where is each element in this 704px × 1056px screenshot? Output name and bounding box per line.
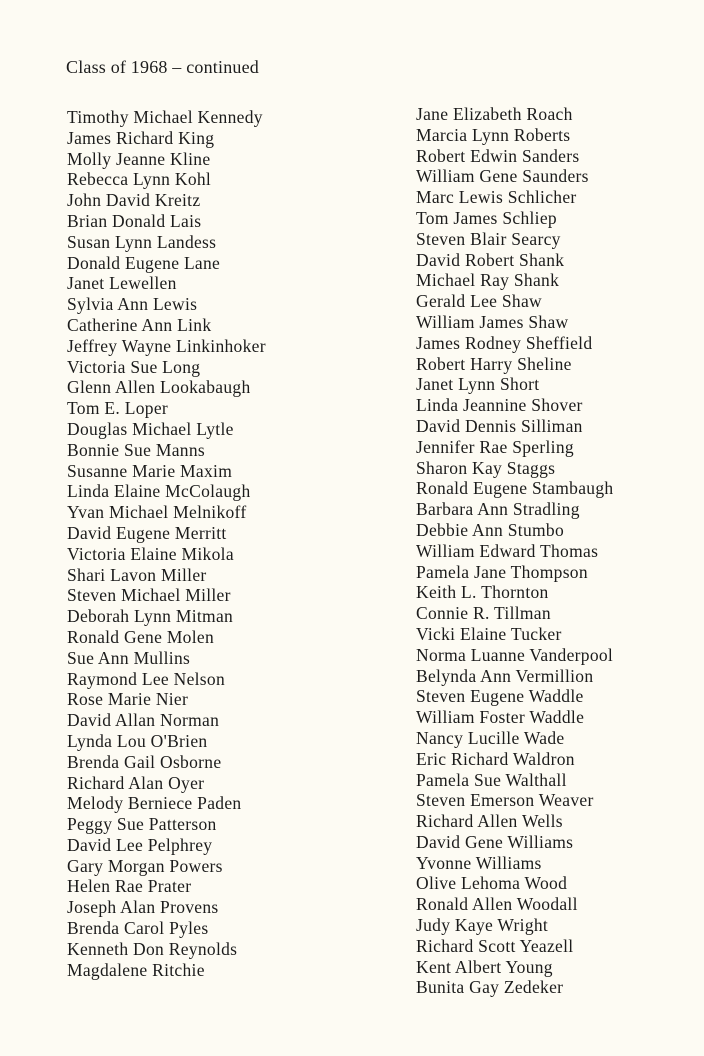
name-entry: Robert Harry Sheline <box>416 353 572 374</box>
name-entry: Brenda Gail Osborne <box>67 751 222 772</box>
name-entry: Richard Scott Yeazell <box>416 935 574 956</box>
name-entry: Linda Jeannine Shover <box>416 395 583 416</box>
name-entry: Magdalene Ritchie <box>67 959 205 980</box>
name-entry: Yvan Michael Melnikoff <box>67 502 247 523</box>
name-entry: Pamela Jane Thompson <box>416 561 588 582</box>
name-entry: James Rodney Sheffield <box>416 332 593 353</box>
name-entry: Sharon Kay Staggs <box>416 457 556 478</box>
name-entry: Peggy Sue Patterson <box>67 814 217 835</box>
name-entry: Catherine Ann Link <box>67 314 212 335</box>
name-entry: Steven Michael Miller <box>67 585 231 606</box>
name-entry: Timothy Michael Kennedy <box>67 107 263 127</box>
name-entry: Joseph Alan Provens <box>67 897 219 918</box>
name-entry: Tom James Schliep <box>416 207 557 228</box>
name-entry: Barbara Ann Stradling <box>416 499 580 520</box>
name-entry: Rebecca Lynn Kohl <box>67 169 212 190</box>
name-entry: Deborah Lynn Mitman <box>67 606 234 627</box>
name-entry: Susanne Marie Maxim <box>67 460 233 481</box>
name-entry: Gary Morgan Powers <box>67 855 223 876</box>
name-entry: Victoria Elaine Mikola <box>67 543 234 564</box>
name-entry: Keith L. Thornton <box>416 582 549 603</box>
name-entry: Vicki Elaine Tucker <box>416 623 562 644</box>
name-entry: Norma Luanne Vanderpool <box>416 644 614 665</box>
name-entry: Jeffrey Wayne Linkinhoker <box>67 335 266 356</box>
name-entry: Glenn Allen Lookabaugh <box>67 377 251 398</box>
name-entry: Sylvia Ann Lewis <box>67 294 198 315</box>
name-entry: Sue Ann Mullins <box>67 647 191 668</box>
name-entry: Rose Marie Nier <box>67 689 189 710</box>
name-entry: William James Shaw <box>416 311 569 332</box>
name-entry: William Edward Thomas <box>416 540 599 561</box>
name-entry: Donald Eugene Lane <box>67 252 221 273</box>
name-entry: Richard Alan Oyer <box>67 772 205 793</box>
name-entry: Shari Lavon Miller <box>67 564 207 585</box>
name-entry: Steven Emerson Weaver <box>416 790 594 811</box>
name-entry: Judy Kaye Wright <box>416 915 549 936</box>
name-entry: William Foster Waddle <box>416 707 585 728</box>
name-entry: Ronald Gene Molen <box>67 626 215 647</box>
name-entry: Brenda Carol Pyles <box>67 918 209 939</box>
name-entry: Helen Rae Prater <box>67 876 192 897</box>
page-heading: Class of 1968 – continued <box>66 57 259 77</box>
name-entry: Linda Elaine McColaugh <box>67 481 251 502</box>
name-entry: Yvonne Williams <box>416 852 542 873</box>
name-entry: David Eugene Merritt <box>67 522 227 543</box>
name-entry: Janet Lynn Short <box>416 374 540 395</box>
name-entry: Eric Richard Waldron <box>416 748 575 769</box>
name-entry: Victoria Sue Long <box>67 356 201 377</box>
name-entry: Ronald Eugene Stambaugh <box>416 478 614 499</box>
name-entry: Marcia Lynn Roberts <box>416 124 571 145</box>
name-entry: Lynda Lou O'Brien <box>67 730 208 751</box>
name-entry: Steven Blair Searcy <box>416 228 561 249</box>
name-entry: David Dennis Silliman <box>416 415 583 436</box>
name-entry: William Gene Saunders <box>416 166 589 187</box>
name-entry: David Gene Williams <box>416 831 574 852</box>
name-entry: Nancy Lucille Wade <box>416 727 565 748</box>
name-entry: Raymond Lee Nelson <box>67 668 226 689</box>
name-entry: Brian Donald Lais <box>67 210 202 231</box>
name-entry: Susan Lynn Landess <box>67 231 217 252</box>
name-entry: Jane Elizabeth Roach <box>416 104 573 124</box>
name-entry: Gerald Lee Shaw <box>416 291 542 312</box>
name-entry: Ronald Allen Woodall <box>416 894 578 915</box>
name-entry: Bunita Gay Zedeker <box>416 977 564 998</box>
name-entry: Jennifer Rae Sperling <box>416 436 574 457</box>
name-entry: Kent Albert Young <box>416 956 553 977</box>
name-entry: Michael Ray Shank <box>416 270 560 291</box>
names-column-right <box>416 104 613 998</box>
name-entry: John David Kreitz <box>67 190 201 211</box>
name-entry: Janet Lewellen <box>67 273 177 294</box>
name-entry: Melody Berniece Paden <box>67 793 242 814</box>
name-entry: Steven Eugene Waddle <box>416 686 584 707</box>
name-entry: Connie R. Tillman <box>416 603 551 624</box>
name-entry: Douglas Michael Lytle <box>67 418 234 439</box>
name-entry: Richard Allen Wells <box>416 811 563 832</box>
name-entry: Robert Edwin Sanders <box>416 145 580 166</box>
name-entry: David Robert Shank <box>416 249 565 270</box>
name-entry: Kenneth Don Reynolds <box>67 938 238 959</box>
name-entry: Molly Jeanne Kline <box>67 148 211 169</box>
names-column-left <box>67 107 266 980</box>
name-entry: Bonnie Sue Manns <box>67 439 205 460</box>
name-entry: Debbie Ann Stumbo <box>416 519 565 540</box>
name-entry: Tom E. Loper <box>67 398 169 419</box>
name-entry: Marc Lewis Schlicher <box>416 187 577 208</box>
name-entry: Olive Lehoma Wood <box>416 873 568 894</box>
name-entry: Pamela Sue Walthall <box>416 769 567 790</box>
name-entry: Belynda Ann Vermillion <box>416 665 594 686</box>
name-entry: David Allan Norman <box>67 710 220 731</box>
name-entry: David Lee Pelphrey <box>67 834 213 855</box>
name-entry: James Richard King <box>67 127 215 148</box>
